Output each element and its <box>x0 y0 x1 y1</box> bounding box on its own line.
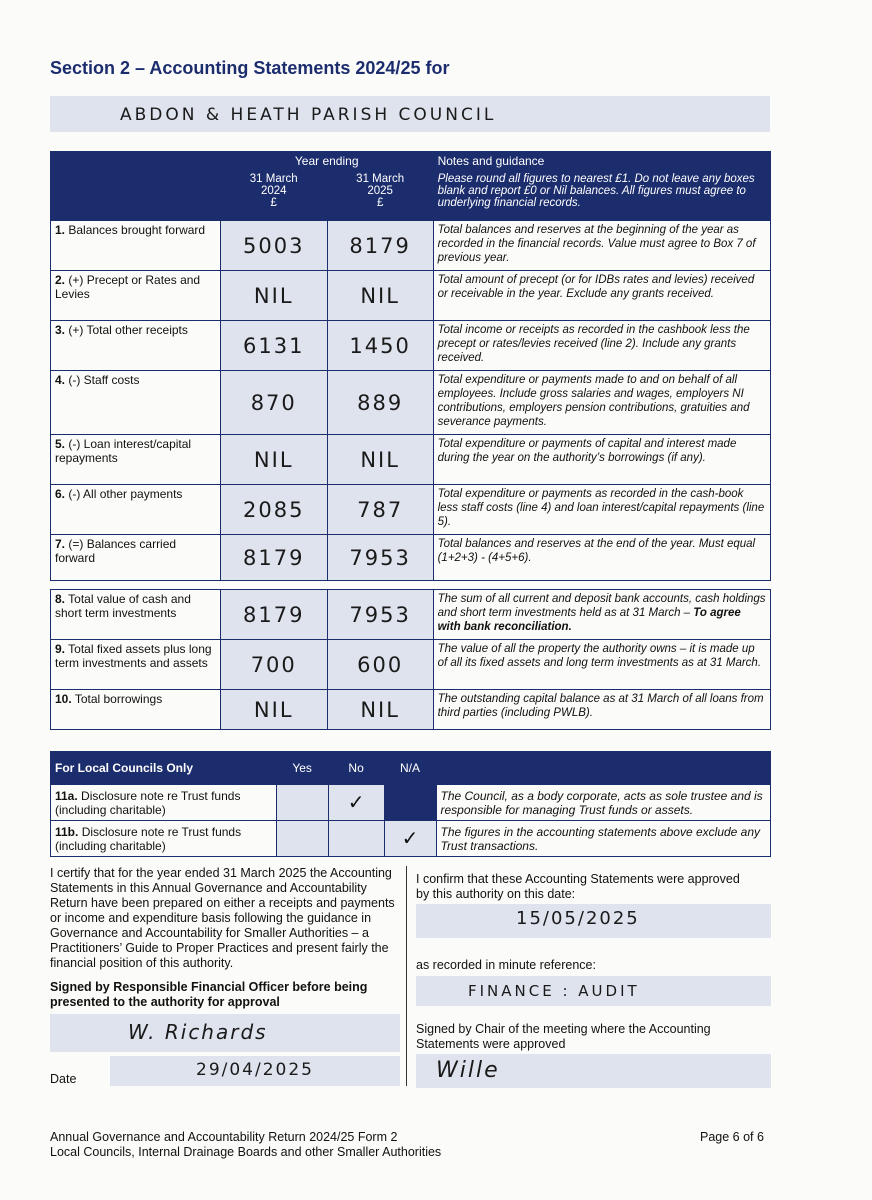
row-label: 6. (-) All other payments <box>51 485 221 535</box>
footer-line-2: Local Councils, Internal Drainage Boards and other Smaller Authorities <box>50 1145 442 1159</box>
no-checkbox[interactable] <box>328 821 384 857</box>
table-row <box>51 590 771 640</box>
value-2024-field[interactable]: NIL <box>220 271 327 321</box>
table-row <box>51 690 771 730</box>
rfo-date-field[interactable] <box>110 1056 400 1086</box>
footer-line-1: Annual Governance and Accountability Return 2024/25 Form 2 <box>50 1130 398 1144</box>
minute-reference-field[interactable] <box>416 976 771 1006</box>
page-title: Section 2 – Accounting Statements 2024/25 for <box>50 58 450 78</box>
row-label: 4. (-) Staff costs <box>51 371 221 435</box>
value-2025-field[interactable]: 7953 <box>327 590 433 640</box>
approval-confirm-text: I confirm that these Accounting Statements were approved by this authority on this date: <box>416 872 740 901</box>
yes-header: Yes <box>276 752 328 785</box>
no-checkbox[interactable]: ✓ <box>328 785 384 821</box>
row-note: Total income or receipts as recorded in the cashbook less the precept or rates/levies received (line 2). Include any grants received. <box>433 321 770 371</box>
row-label: 9. Total fixed assets plus long term investments and assets <box>51 640 221 690</box>
row-label: 11b. Disclosure note re Trust funds (including charitable) <box>51 821 277 857</box>
row-label: 7. (=) Balances carried forward <box>51 535 221 581</box>
notes-intro: Please round all figures to nearest £1. Do not leave any boxes blank and report £0 or Nil balances. All figures must agree to underlying financial records. <box>433 171 770 221</box>
table-row <box>51 821 771 857</box>
local-councils-table <box>50 751 771 857</box>
minute-reference: FINANCE : AUDIT <box>468 982 640 1000</box>
divider <box>406 866 407 1086</box>
certification-text: I certify that for the year ended 31 March 2025 the Accounting Statements in this Annual Governance and Accountability Return have been prepared on either a receipts and payments or income and expenditure basis following the guidance in Governance and Accountability for Smaller Authorities – a Practitioners’ Guide to Proper Practices and present fairly the financial position of this authority. <box>50 866 395 970</box>
approval-date: 15/05/2025 <box>516 908 640 929</box>
table-row <box>51 371 771 435</box>
row-note: The value of all the property the authority owns – it is made up of all its fixed assets and long term investments as at 31 March. <box>433 640 770 690</box>
na-header: N/A <box>384 752 436 785</box>
table-row <box>51 435 771 485</box>
row-label: 8. Total value of cash and short term investments <box>51 590 221 640</box>
minute-reference-label: as recorded in minute reference: <box>416 958 596 972</box>
table-row <box>51 640 771 690</box>
value-2024-field[interactable]: 8179 <box>220 590 327 640</box>
row-label: 5. (-) Loan interest/capital repayments <box>51 435 221 485</box>
na-checkbox[interactable]: ✓ <box>384 821 436 857</box>
value-2024-field[interactable]: 870 <box>220 371 327 435</box>
row-label: 2. (+) Precept or Rates and Levies <box>51 271 221 321</box>
value-2025-field[interactable]: 8179 <box>327 221 433 271</box>
row-label: 1. Balances brought forward <box>51 221 221 271</box>
yes-checkbox[interactable] <box>276 785 328 821</box>
authority-name: ABDON & HEATH PARISH COUNCIL <box>120 105 497 125</box>
row-label: 11a. Disclosure note re Trust funds (including charitable) <box>51 785 277 821</box>
col-2024-header: 31 March 2024 £ <box>220 171 327 221</box>
row-note: Total expenditure or payments as recorded in the cash-book less staff costs (line 4) and loan interest/capital repayments (line 5). <box>433 485 770 535</box>
footer <box>50 1130 441 1160</box>
row-note: Total expenditure or payments made to and on behalf of all employees. Include gross salaries and wages, employers NI contributions, employers pension contributions, gratuities and severance payments. <box>433 371 770 435</box>
table-row <box>51 221 771 271</box>
value-2025-field[interactable]: 7953 <box>327 535 433 581</box>
date-label: Date <box>50 1072 77 1086</box>
chair-signature-field[interactable] <box>416 1054 771 1088</box>
rfo-signed-by-label: Signed by Responsible Financial Officer before being presented to the authority for approval <box>50 980 368 1009</box>
approval-date-field[interactable] <box>416 904 771 938</box>
na-blocked-cell <box>384 785 436 821</box>
row-label: 10. Total borrowings <box>51 690 221 730</box>
table-row <box>51 271 771 321</box>
table-row <box>51 785 771 821</box>
chair-signed-label: Signed by Chair of the meeting where the Accounting Statements were approved <box>416 1022 711 1051</box>
value-2025-field[interactable]: NIL <box>327 435 433 485</box>
value-2024-field[interactable]: NIL <box>220 435 327 485</box>
notes-header: Notes and guidance <box>433 152 770 171</box>
year-ending-header: Year ending <box>220 152 433 171</box>
value-2024-field[interactable]: 700 <box>220 640 327 690</box>
value-2025-field[interactable]: NIL <box>327 271 433 321</box>
row-note: Total expenditure or payments of capital and interest made during the year on the authority’s borrowings (if any). <box>433 435 770 485</box>
value-2025-field[interactable]: NIL <box>327 690 433 730</box>
row-note: The Council, as a body corporate, acts as sole trustee and is responsible for managing Trust funds or assets. <box>436 785 771 821</box>
table-row <box>51 485 771 535</box>
value-2025-field[interactable]: 1450 <box>327 321 433 371</box>
row-note: Total balances and reserves at the end of the year. Must equal (1+2+3) - (4+5+6). <box>433 535 770 581</box>
table-row <box>51 535 771 581</box>
rfo-date: 29/04/2025 <box>196 1060 314 1080</box>
yes-checkbox[interactable] <box>276 821 328 857</box>
no-header: No <box>328 752 384 785</box>
value-2024-field[interactable]: 8179 <box>220 535 327 581</box>
local-councils-header: For Local Councils Only <box>51 752 277 785</box>
value-2025-field[interactable]: 787 <box>327 485 433 535</box>
value-2024-field[interactable]: 6131 <box>220 321 327 371</box>
page-number: Page 6 of 6 <box>700 1130 764 1144</box>
value-2024-field[interactable]: NIL <box>220 690 327 730</box>
value-2025-field[interactable]: 889 <box>327 371 433 435</box>
row-note: Total balances and reserves at the beginning of the year as recorded in the financial records. Value must agree to Box 7 of previous year. <box>433 221 770 271</box>
row-label: 3. (+) Total other receipts <box>51 321 221 371</box>
value-2024-field[interactable]: 2085 <box>220 485 327 535</box>
rfo-signature-field[interactable] <box>50 1014 400 1052</box>
table-row <box>51 321 771 371</box>
rfo-signature: W. Richards <box>128 1020 268 1044</box>
accounting-statements-table <box>50 151 771 730</box>
row-note: The outstanding capital balance as at 31 March of all loans from third parties (including PWLB). <box>433 690 770 730</box>
value-2024-field[interactable]: 5003 <box>220 221 327 271</box>
chair-signature: Wille <box>436 1058 500 1083</box>
col-2025-header: 31 March 2025 £ <box>327 171 433 221</box>
row-note: The sum of all current and deposit bank accounts, cash holdings and short term investments held as at 31 March – To agree with bank reconciliation. <box>433 590 770 640</box>
row-note: Total amount of precept (or for IDBs rates and levies) received or receivable in the year. Exclude any grants received. <box>433 271 770 321</box>
row-note: The figures in the accounting statements above exclude any Trust transactions. <box>436 821 771 857</box>
value-2025-field[interactable]: 600 <box>327 640 433 690</box>
